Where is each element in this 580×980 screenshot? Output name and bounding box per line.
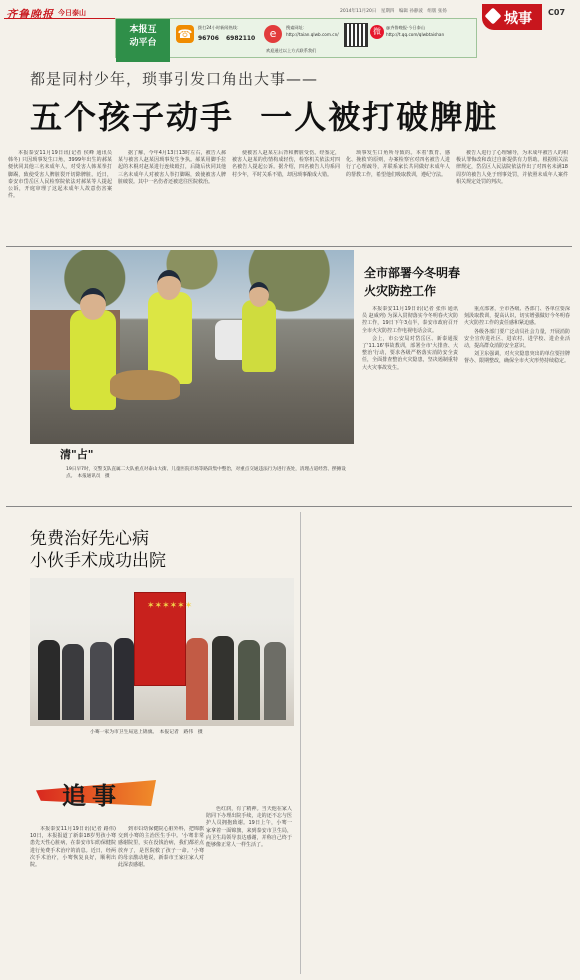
hotline-number-2: 6982110	[226, 35, 256, 42]
story3-column-2	[118, 826, 204, 974]
story3-headline-line1: 免费治好先心病	[30, 529, 149, 549]
section-badge	[482, 4, 542, 30]
weibo-url: http://t.qq.com/qlwbtaishan	[386, 32, 445, 37]
weibo-icon: 微	[370, 25, 384, 39]
banner-calligraphy: ✶✶✶✶✶✶	[147, 601, 193, 611]
hotline-title: 拨打24小时新闻热线：	[198, 25, 242, 30]
divider	[6, 246, 572, 247]
weibo-account: @齐鲁晚报·今日泰山	[386, 25, 426, 30]
platform-label	[116, 19, 170, 62]
supplement-name: 今日泰山	[58, 9, 86, 17]
divider	[6, 506, 572, 507]
story2-paragraph: 重点部署，全市各级、各部门、各单位要深刻汲取教训，提高认识，切实增强做好今冬明春火灾防控工作的责任感和紧迫感。	[464, 306, 570, 327]
web-icon: e	[264, 25, 282, 43]
newspaper-logo: 齐鲁晚报	[6, 8, 54, 21]
photo1-caption-box	[30, 444, 354, 484]
story3-paragraph: 本报泰安11月19日讯(记者 路伟) 10日，本报报道了新泰18岁男孩小骞患先天性心脏病，在泰安市妇幼保健院进行免费手术治疗的消息。近日，经两次手术治疗，小骞恢复良好，顺利出院。	[30, 826, 116, 869]
web-title: 搜索网址：	[286, 25, 307, 30]
platform-label-line2: 动平台	[129, 38, 157, 48]
story1-column-2	[118, 150, 226, 242]
traffic-police-photo	[30, 250, 354, 444]
story2-headline-line1: 全市部署今冬明春	[364, 266, 461, 280]
contact-tip: 欢迎通过以上方式联系我们	[266, 48, 317, 53]
qr-code-icon	[344, 23, 368, 47]
story1-paragraph: 琐事发生口角所导致的。本着'教育、感化、挽救'的原则，办案检察官对四名被告人进行了心理疏导，并联系家长共同做好未成年人的帮教工作，希望他们吸取教训，遵纪守法。	[346, 150, 450, 178]
person-1	[38, 640, 60, 720]
story3-paragraph: 色红润，有了精神。当天他在家人陪同下办理出院手续，走的还不忘与医护人员拥抱致谢。19日上午，小骞一家拿着一面锦旗，来到泰安市卫生局，向卫生局领导表达感谢，并称自己终于能够像正常人一样生活了。	[206, 806, 292, 849]
story1-column-1	[8, 150, 112, 242]
officer-1	[70, 310, 116, 410]
page-number: C07	[548, 8, 566, 17]
hotline-number-1: 96706	[198, 35, 219, 42]
story1-column-4	[346, 150, 450, 242]
masthead	[0, 0, 580, 62]
story3-photo-caption: 小骞一家为市卫生局送上锦旗。 本报记者 路伟 摄	[90, 730, 203, 735]
person-6	[212, 636, 234, 720]
story3-paragraph: 到市妇幼保健院心脏外科，把锦旗交到小骞的主治医生手中。'小骞非常感谢院里，实在没钱治病，我们都差点放弃了，是医院救了孩子一命。'小骞的母亲激动地说，新泰市王家庄家人对此深表感谢。	[118, 826, 204, 869]
person-3	[90, 642, 112, 720]
story2-headline-line2: 火灾防控工作	[364, 284, 437, 298]
column-divider	[300, 512, 301, 974]
section-title: 城事	[504, 11, 532, 27]
story3-headline-line2: 小伙手术成功出院	[30, 551, 166, 571]
officer-3	[242, 300, 276, 372]
story3-column-1	[30, 826, 116, 974]
story1-paragraph: 本报泰安11月19日讯(记者 侯峰 通讯员 韩冬) 只因琐事发生口角，3999年出生的郝某便伙同其他三名未成年人，对受害人韩某拳打脚踢，致使受害人脾脏裂开切除脾脏。近日，泰安市岱岳区人民检察院依法对郝某等人提起公诉，开庭审理了这起未成年人故意伤害案件。	[8, 150, 112, 200]
officer-1-head	[80, 288, 106, 320]
story1-column-5	[456, 150, 568, 242]
red-banner	[134, 592, 193, 686]
story2-column-2	[464, 306, 570, 502]
story2-paragraph: 各级各部门要广泛动员社会力量，开展消防安全宣传进社区、进农村、进学校、进企业活动，提高群众消防安全意识。	[464, 328, 570, 350]
story1-column-3	[232, 150, 340, 242]
story1-paragraph: 使被害人赵某左后背和脾脏受伤。经鉴定，被害人赵某的伤情构成轻伤，检察机关依法对四名被告人提起公诉。据介绍，四名被告人均系同村少年，平时关系不错，却因琐事酿成大错。	[232, 150, 340, 178]
platform-label-line1: 本报互	[129, 25, 157, 35]
photo1-caption: 19日早7时，交警支队直属二大队重点对泰山大街、儿童医院市场等路段集中整治，对重点交通违法行为进行查处，清理占道经营、摆摊设点。 本报通讯员 摄	[66, 467, 346, 479]
phone-icon: ☎	[177, 27, 193, 41]
banner-presentation-photo	[30, 578, 294, 726]
date-line: 2014年11月20日 星期四 编辑 孙静波 组版 张扬	[340, 9, 447, 14]
story1-kicker: 都是同村少年，琐事引发口角出大事——	[30, 70, 319, 88]
tarp	[110, 370, 180, 400]
story1-headline: 五个孩子动手 一人被打破脾脏	[30, 98, 499, 136]
story2-paragraph: 本报泰安11月19日讯(记者 张伟 通讯员 赵威列) 为深入贯彻落实今冬明春火灾防控工作，19日下午3点半，泰安市政府召开全市火灾防控工作电视电话会议。	[362, 306, 458, 334]
photo1-tag-label: 清"占"	[56, 446, 97, 462]
officer-2-head	[157, 270, 181, 300]
story2-column-1	[362, 306, 458, 502]
person-5	[186, 638, 208, 720]
story2-paragraph: 会上，市公安局对岱岳区、新泰通报了'11.16'事故教训，部署全市'大排查、大整治'行动，要求各级严格落实消防安全责任，全面排查整治火灾隐患，坚决遏制重特大火灾事故发生。	[362, 335, 458, 371]
person-8	[264, 642, 286, 720]
interactive-platform-box	[115, 18, 477, 58]
person-7	[238, 640, 260, 720]
story1-paragraph: 据了解，今年4月13日13时左右，被告人郝某与被害人赵某因琐事发生争执。郝某用脚手拉起的木棍对赵某进行连续殴打，后随后伙同其他三名未成年人对被害人拳打脚踢，致使被害人脾脏破裂。其中一名伤者还被送往医院救治。	[118, 150, 226, 185]
story2-paragraph: 刘卫东强调，对火灾隐患突出的单位要挂牌督办、限期整改，确保全市火灾形势持续稳定。	[464, 351, 570, 365]
follow-up-banner-text: 追事	[62, 781, 122, 810]
section-icon	[485, 8, 502, 25]
web-url: http://taian.qlwb.com.cn/	[286, 32, 339, 37]
person-4	[114, 638, 134, 720]
story1-paragraph: 被告人进行了心理辅导，为未成年被告人的积极认罪悔改和改过自新提供有力帮助。根据相关法律规定，岱岳区人民法院依法作出了对四名未满18周岁的被告人免于刑事处罚，并依照未成年人案件相关规定处罚的判决。	[456, 150, 568, 185]
officer-3-head	[249, 282, 269, 307]
story3-column-3	[206, 806, 292, 974]
person-2	[62, 644, 84, 720]
